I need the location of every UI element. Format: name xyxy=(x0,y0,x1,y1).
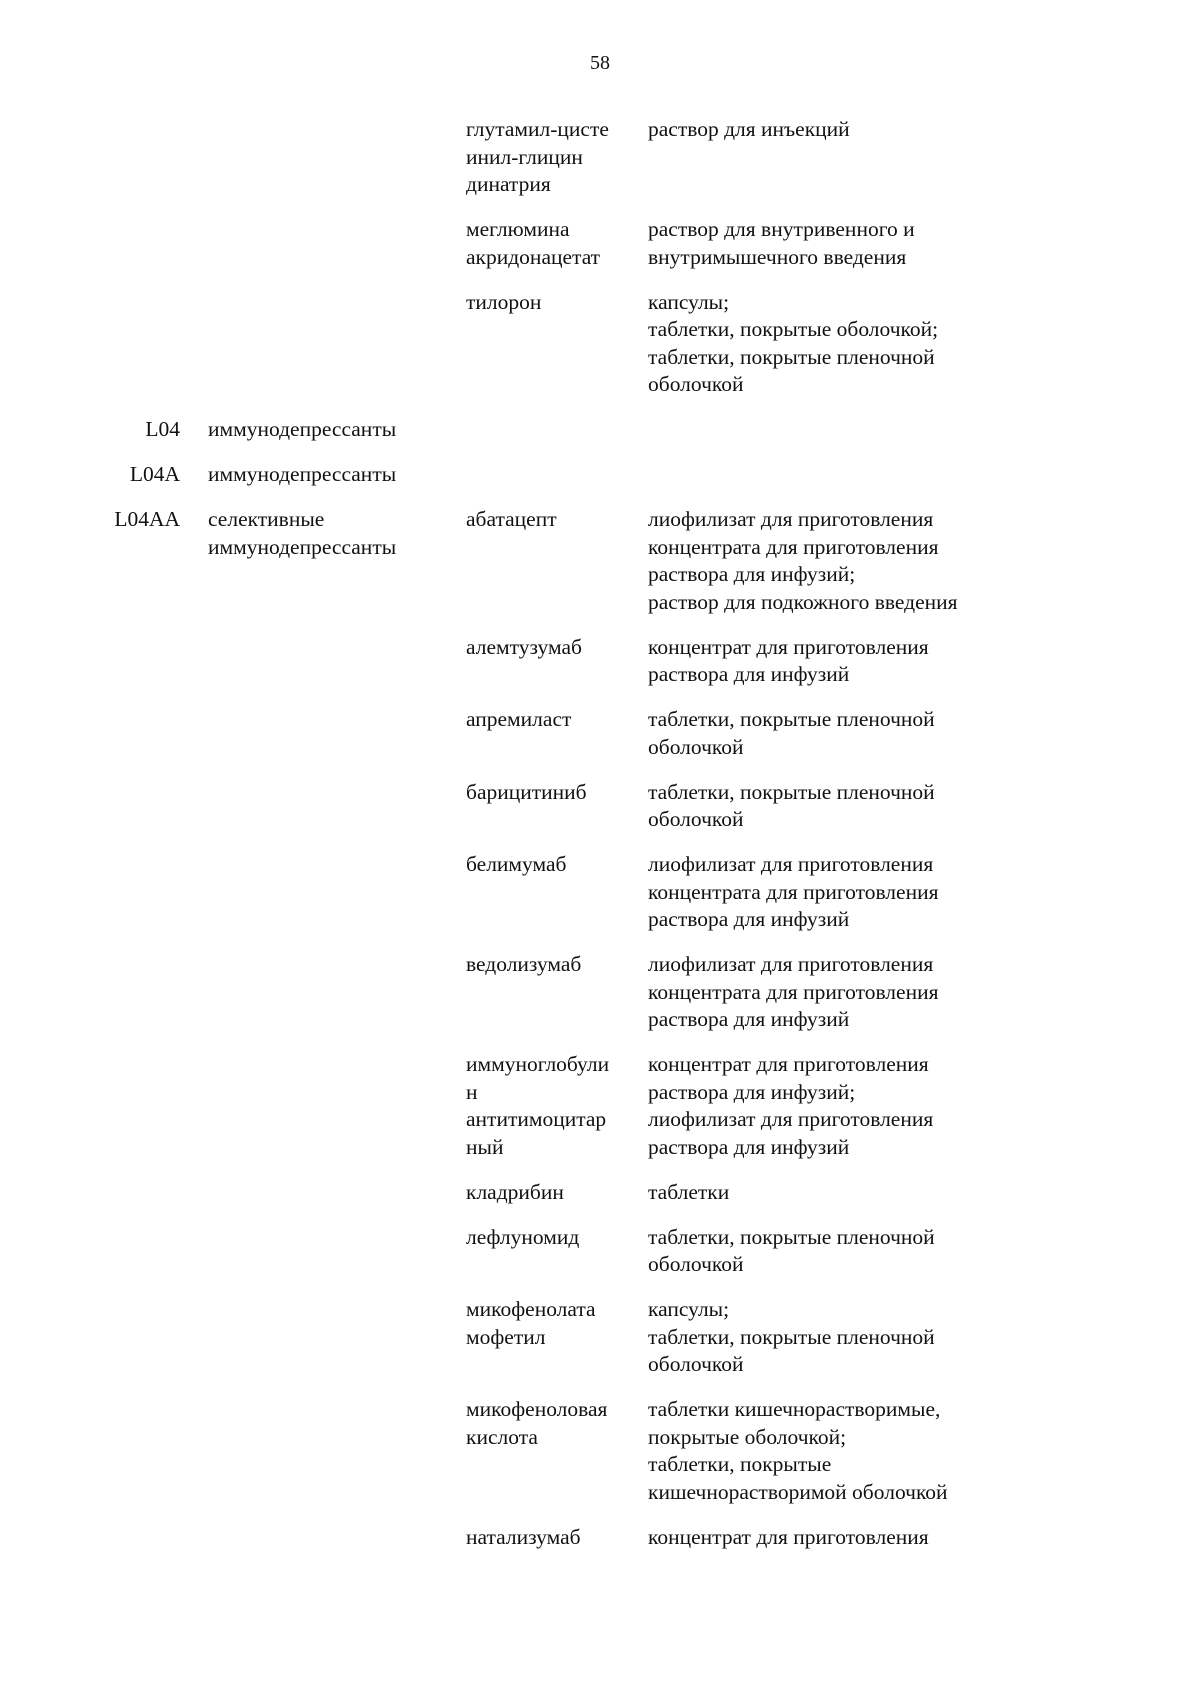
dosage-form xyxy=(648,216,1008,271)
dosage-form-line: капсулы; xyxy=(648,1297,730,1321)
dosage-form-line: оболочкой xyxy=(648,734,744,759)
drug-name xyxy=(466,779,638,807)
drug-name xyxy=(466,116,638,199)
drug-name-line: лефлуномид xyxy=(466,1224,580,1249)
dosage-form-line: лиофилизат для приготовления xyxy=(648,852,934,876)
drug-name-line: инил-глицин xyxy=(466,144,583,169)
group-name-line: иммунодепрессанты xyxy=(208,534,397,559)
dosage-form-line: оболочкой xyxy=(648,807,744,831)
drug-name-line: ведолизумаб xyxy=(466,952,582,976)
drug-name-line: меглюмина xyxy=(466,217,570,241)
dosage-form-line: раствора для инфузий; xyxy=(648,1079,856,1104)
drug-name xyxy=(466,1051,638,1161)
dosage-form-line: покрытые оболочкой; xyxy=(648,1424,847,1449)
dosage-form-line: таблетки, покрытые пленочной xyxy=(648,1224,935,1249)
atc-code: L04 xyxy=(145,417,180,441)
drug-name-line: алемтузумаб xyxy=(466,634,582,659)
drug-name xyxy=(466,706,638,734)
drug-name-line: глутамил-цисте xyxy=(466,117,609,141)
dosage-form-line: лиофилизат для приготовления xyxy=(648,507,934,531)
drug-name xyxy=(466,289,638,317)
table-row xyxy=(0,1224,1200,1297)
group-name-line: селективные xyxy=(208,507,325,531)
table-row xyxy=(0,706,1200,779)
dosage-form-line: раствора для инфузий xyxy=(648,907,850,931)
dosage-form-line: раствора для инфузий; xyxy=(648,562,856,586)
table-row xyxy=(0,1524,1200,1569)
dosage-form-line: таблетки, покрытые пленочной xyxy=(648,779,935,804)
dosage-form-line: раствор для подкожного введения xyxy=(648,589,958,614)
table-row xyxy=(0,216,1200,289)
dosage-form xyxy=(648,116,1008,144)
dosage-form-line: кишечнорастворимой оболочкой xyxy=(648,1479,948,1504)
drug-name xyxy=(466,216,638,271)
dosage-form-line: таблетки xyxy=(648,1179,730,1204)
drug-name-line: н xyxy=(466,1079,478,1104)
drug-name xyxy=(466,1224,638,1252)
dosage-form xyxy=(648,706,1008,761)
dosage-form-line: оболочкой xyxy=(648,1352,744,1376)
group-name xyxy=(208,461,448,489)
page-number: 58 xyxy=(590,52,610,74)
dosage-form xyxy=(648,1396,1008,1506)
dosage-form-line: таблетки кишечнорастворимые, xyxy=(648,1397,941,1421)
dosage-form-line: концентрата для приготовления xyxy=(648,879,939,904)
drug-name-line: акридонацетат xyxy=(466,244,601,269)
dosage-form xyxy=(648,506,1008,616)
dosage-form-line: таблетки, покрытые xyxy=(648,1452,832,1476)
drug-name xyxy=(466,851,638,879)
drug-name xyxy=(466,506,638,534)
drug-name-line: тилорон xyxy=(466,289,542,314)
dosage-form xyxy=(648,1296,1008,1379)
drug-name-line: натализумаб xyxy=(466,1524,581,1549)
dosage-form-line: таблетки, покрытые пленочной xyxy=(648,1324,935,1349)
drug-name-line: ный xyxy=(466,1134,504,1159)
drug-name-line: мофетил xyxy=(466,1324,546,1349)
table-row xyxy=(0,416,1200,461)
dosage-form-line: раствора для инфузий xyxy=(648,1007,850,1031)
dosage-form-line: лиофилизат для приготовления xyxy=(648,952,934,976)
dosage-form xyxy=(648,1224,1008,1279)
dosage-form xyxy=(648,851,1008,934)
dosage-form-line: раствора для инфузий xyxy=(648,1134,850,1159)
table-row xyxy=(0,951,1200,1051)
dosage-form-line: внутримышечного введения xyxy=(648,244,907,269)
table-row xyxy=(0,116,1200,216)
group-name xyxy=(208,506,448,561)
group-name xyxy=(208,416,448,444)
drug-name-line: абатацепт xyxy=(466,507,557,531)
drug-name xyxy=(466,1296,638,1351)
drug-name-line: динатрия xyxy=(466,172,551,196)
dosage-form xyxy=(648,1524,1008,1552)
table-row xyxy=(0,851,1200,951)
table-row xyxy=(0,1179,1200,1224)
table-row xyxy=(0,461,1200,506)
table-row xyxy=(0,1051,1200,1179)
atc-code: L04AA xyxy=(114,507,180,531)
drug-name xyxy=(466,1524,638,1552)
dosage-form-line: концентрат для приготовления xyxy=(648,1524,929,1549)
dosage-form-line: концентрата для приготовления xyxy=(648,979,939,1004)
dosage-form-line: раствор для внутривенного и xyxy=(648,217,915,241)
drug-name-line: кислота xyxy=(466,1424,538,1449)
dosage-form-line: таблетки, покрытые оболочкой; xyxy=(648,317,939,341)
dosage-form-line: концентрата для приготовления xyxy=(648,534,939,559)
table-row xyxy=(0,634,1200,707)
drug-name-line: белимумаб xyxy=(466,852,567,876)
dosage-form-line: оболочкой xyxy=(648,372,744,396)
drug-name xyxy=(466,951,638,979)
dosage-form-line: концентрат для приготовления xyxy=(648,1052,929,1076)
drug-name-line: апремиласт xyxy=(466,707,572,731)
table-row xyxy=(0,289,1200,417)
dosage-form-line: капсулы; xyxy=(648,289,730,314)
dosage-form xyxy=(648,951,1008,1034)
drug-name xyxy=(466,1179,638,1207)
dosage-form-line: лиофилизат для приготовления xyxy=(648,1107,934,1131)
table-row xyxy=(0,506,1200,634)
drug-name-line: иммуноглобули xyxy=(466,1052,610,1076)
drug-name xyxy=(466,634,638,662)
dosage-form-line: таблетки, покрытые пленочной xyxy=(648,344,935,369)
dosage-form-line: раствора для инфузий xyxy=(648,662,850,686)
dosage-form xyxy=(648,779,1008,834)
dosage-form-line: концентрат для приготовления xyxy=(648,634,929,659)
drug-table xyxy=(0,116,1200,1569)
dosage-form xyxy=(648,634,1008,689)
dosage-form xyxy=(648,1179,1008,1207)
dosage-form-line: таблетки, покрытые пленочной xyxy=(648,707,935,731)
atc-code: L04A xyxy=(129,462,180,486)
table-row xyxy=(0,1396,1200,1524)
dosage-form xyxy=(648,289,1008,399)
dosage-form xyxy=(648,1051,1008,1161)
drug-name-line: микофеноловая xyxy=(466,1397,608,1421)
drug-name-line: микофенолата xyxy=(466,1297,596,1321)
drug-name-line: барицитиниб xyxy=(466,779,587,804)
table-row xyxy=(0,1296,1200,1396)
dosage-form-line: раствор для инъекций xyxy=(648,117,850,141)
drug-name-line: антитимоцитар xyxy=(466,1107,607,1131)
group-name-line: иммунодепрессанты xyxy=(208,462,397,486)
drug-name xyxy=(466,1396,638,1451)
group-name-line: иммунодепрессанты xyxy=(208,417,397,441)
dosage-form-line: оболочкой xyxy=(648,1252,744,1276)
drug-name-line: кладрибин xyxy=(466,1179,564,1204)
table-row xyxy=(0,779,1200,852)
